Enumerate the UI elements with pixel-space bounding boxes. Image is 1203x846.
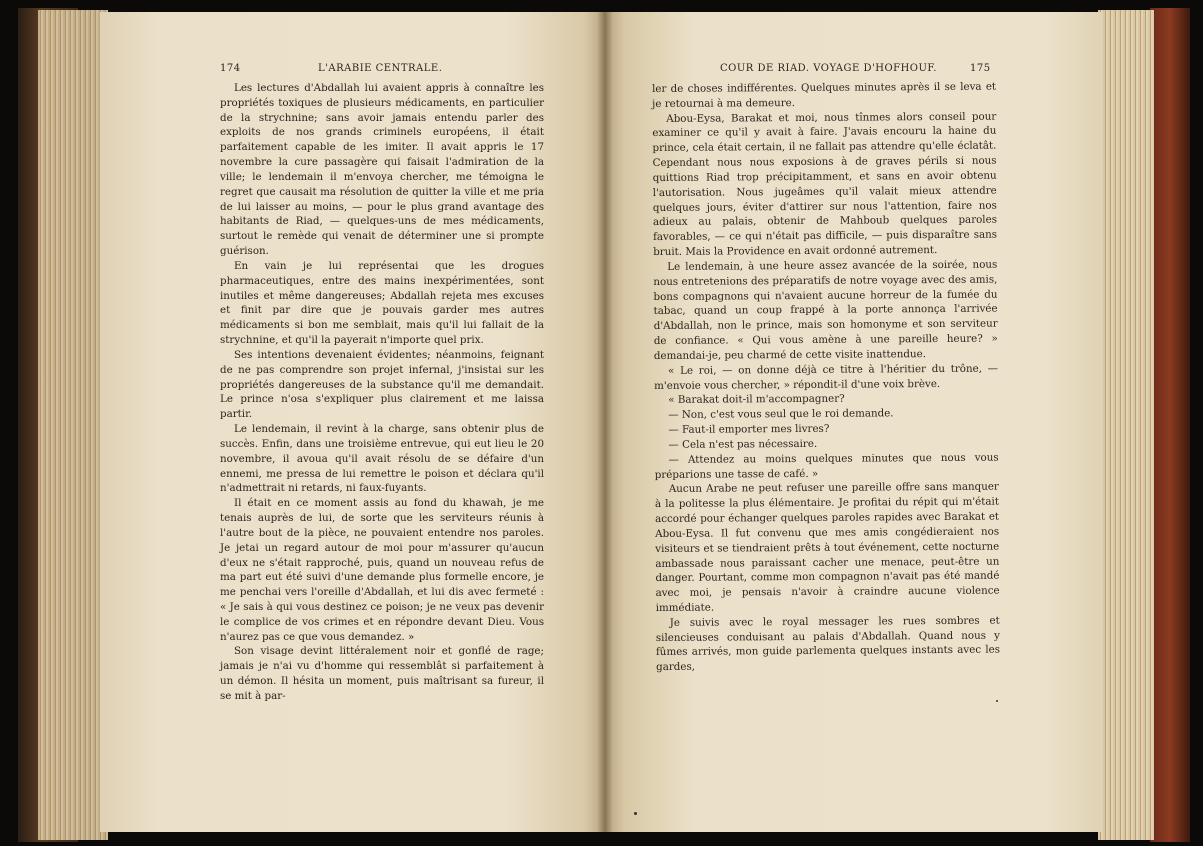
right-page-body	[652, 80, 1000, 676]
paragraph: Ses intentions devenaient évidentes; néanmoins, feignant de ne pas comprendre son projet infernal, j'insistai sur les propriétés dangereuses de la substance qu'il me demandait. Le prince n'osa s'expliquer plus clairement et me laissa partir.	[220, 348, 544, 421]
left-running-head: L'ARABIE CENTRALE.	[318, 63, 443, 74]
paragraph: Je suivis avec le royal messager les rues sombres et silencieuses conduisant au palais d'Abdallah. Quand nous y fûmes arrivés, mon guide parlementa quelques instants avec les gardes,	[655, 614, 1001, 674]
left-page-body	[220, 81, 544, 704]
paragraph: Abou-Eysa, Barakat et moi, nous tînmes alors conseil pour examiner ce qu'il y avait à faire. J'avais encouru la haine du prince, cela était certain, il ne fallait pas attendre qu'elle éclatât. Cependant nous nous exposions à de graves périls si nous quittions Riad trop précipitamment, et sans en avoir obtenu l'autorisation. Nous jugeâmes qu'il valait mieux attendre quelques jours, éviter d'attirer sur nous l'attention, faire nos adieux au palais, obtenir de Mahboub quelques paroles favorables, — ce qui n'était pas difficile, — puis disparaître sans bruit. Mais la Providence en avait ordonné autrement.	[652, 110, 998, 259]
left-page-header	[220, 63, 544, 77]
paragraph: Le lendemain, à une heure assez avancée de la soirée, nous nous entretenions des préparatifs de notre voyage avec des amis, bons compagnons qui n'avaient aucune horreur de la fumée du tabac, quand un coup frappé à la porte annonça l'arrivée d'Abdallah, non le prince, mais son homonyme et son serviteur de confiance. « Qui vous amène à une pareille heure? » demandai-je, peu charmé de cette visite inattendue.	[653, 258, 998, 362]
paragraph: Il était en ce moment assis au fond du khawah, je me tenais auprès de lui, de sorte que les serviteurs réunis à l'autre bout de la pièce, ne pouvaient entendre nos paroles. Je jetai un regard autour de moi pour m'assurer qu'aucun d'eux ne s'était rapproché, puis, quand un nouveau refus de ma part eut été suivi d'une demande plus formelle encore, je me penchai vers l'oreille d'Abdallah, et lui dis avec fermeté : « Je sais à qui vous destinez ce poison; je ne veux pas devenir le complice de vos crimes et en répondre devant Dieu. Vous n'aurez pas ce que vous demandez. »	[220, 497, 544, 643]
paragraph: — Attendez au moins quelques minutes que nous vous préparions une tasse de café. »	[654, 451, 999, 481]
book-cover-right	[1150, 8, 1190, 842]
paragraph: « Le roi, — on donne déjà ce titre à l'héritier du trône, — m'envoie vous chercher, » répondit-il d'une voix brève.	[654, 362, 999, 392]
paragraph: — Non, c'est vous seul que le roi demande.	[668, 407, 894, 422]
page-edges-right	[1098, 10, 1154, 840]
paragraph: Son visage devint littéralement noir et gonflé de rage; jamais je n'ai vu d'homme qui ressemblât si parfaitement à un démon. Il hésita un moment, puis maîtrisant sa fureur, il se mit à par-	[220, 645, 544, 702]
ink-speck	[634, 812, 637, 815]
paragraph: « Barakat doit-il m'accompagner?	[668, 393, 845, 407]
paragraph: Aucun Arabe ne peut refuser une pareille offre sans manquer à la politesse la plus élémentaire. Je profitai du répit qui m'était accordé pour échanger quelques paroles rapides avec Barakat et Abou-Eysa. Il fut convenu que mes amis congédieraient nos visiteurs et se tiendraient prêts à tout événement, cette nocturne ambassade nous paraissant cacher une menace, peut-être un danger. Pourtant, comme mon compagnon n'avait pas été mandé avec moi, je pensais n'avoir à craindre aucune violence immédiate.	[654, 480, 1000, 614]
page-edges-left	[38, 10, 108, 840]
left-page-number: 174	[220, 63, 241, 74]
paragraph: Les lectures d'Abdallah lui avaient appris à connaître les propriétés toxiques de plusieurs médicaments, en particulier de la strychnine; sans avoir jamais entendu parler des exploits de nos grands criminels européens, il était parfaitement capable de les imiter. Il avait appris le 17 novembre la cure passagère qui faisait l'admiration de la ville; le lendemain il m'envoya chercher, me témoigna le regret que causait ma résolution de quitter la ville et me pria de lui laisser au moins, — pour le plus grand avantage des habitants de Riad, — quelques-uns de mes médicaments, surtout le remède qui venait de déterminer une si prompte guérison.	[220, 82, 544, 258]
paragraph: Le lendemain, il revint à la charge, sans obtenir plus de succès. Enfin, dans une troisième entrevue, qui eut lieu le 20 novembre, il avoua qu'il avait résolu de se défaire d'un ennemi, me pressa de lui remettre le poison et déclara qu'il n'admettrait ni retards, ni faux-fuyants.	[220, 423, 544, 495]
ink-speck	[996, 700, 998, 702]
paragraph: — Faut-il emporter mes livres?	[668, 422, 830, 436]
paragraph: ler de choses indifférentes. Quelques minutes après il se leva et je retournai à ma demeure.	[652, 80, 997, 110]
paragraph: En vain je lui représentai que les drogues pharmaceutiques, entre des mains inexpérimentées, sont inutiles et même dangereuses; Abdallah rejeta mes excuses et finit par dire que je pouvais garder mes autres médicaments si bon me semblait, mais qu'il lui fallait de la strychnine, et qu'il la payerait n'importe quel prix.	[220, 259, 544, 347]
right-page-header	[652, 63, 996, 77]
book-gutter	[597, 12, 613, 832]
paragraph: — Cela n'est pas nécessaire.	[668, 437, 818, 451]
right-running-head: COUR DE RIAD. VOYAGE D'HOFHOUF.	[720, 63, 937, 74]
right-page-number: 175	[970, 63, 991, 74]
